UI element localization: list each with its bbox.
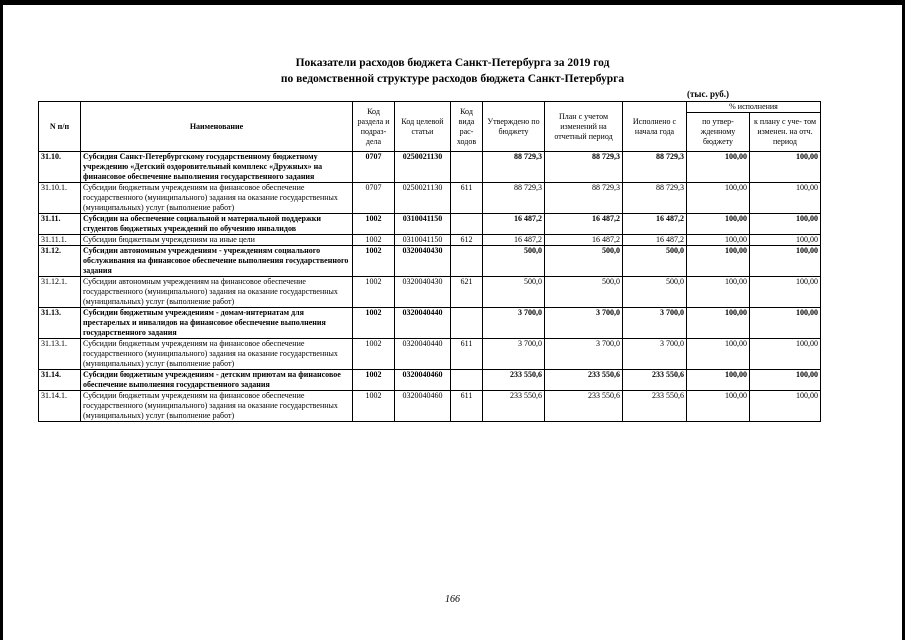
document-subtitle: по ведомственной структуре расходов бюджета Санкт-Петербурга [280, 73, 625, 85]
row-name: Субсидии бюджетным учреждениям - детским приютам на финансовое обеспечение выполнения государственного задания [81, 370, 353, 391]
row-executed: 88 729,3 [623, 152, 687, 183]
header-approved: Утверждено по бюджету [483, 102, 545, 152]
document-title: Показатели расходов бюджета Санкт-Петербурга за 2019 год [295, 57, 610, 69]
row-pct-plan: 100,00 [750, 214, 821, 235]
row-pct-plan: 100,00 [750, 370, 821, 391]
row-type-code: 621 [451, 277, 483, 308]
table-row [39, 246, 821, 277]
row-number: 31.14.1. [39, 391, 81, 422]
row-type-code: 612 [451, 235, 483, 246]
row-section-code: 1002 [353, 214, 395, 235]
row-section-code: 1002 [353, 339, 395, 370]
row-executed: 500,0 [623, 246, 687, 277]
row-name: Субсидии бюджетным учреждениям на финансовое обеспечение государственного (муниципального) задания на оказание государственных (муниципальных) услуг (выполнение работ) [81, 339, 353, 370]
header-pct-approved: по утвер- жденному бюджету [687, 113, 750, 152]
row-number: 31.11.1. [39, 235, 81, 246]
header-pct-plan: к плану с уче- том изменен. на отч. период [750, 113, 821, 152]
row-section-code: 1002 [353, 246, 395, 277]
row-executed: 500,0 [623, 277, 687, 308]
row-pct-approved: 100,00 [687, 391, 750, 422]
row-number: 31.12. [39, 246, 81, 277]
scan-border-left [0, 0, 3, 640]
row-plan: 3 700,0 [545, 308, 623, 339]
row-pct-approved: 100,00 [687, 152, 750, 183]
row-target-code: 0320040460 [395, 370, 451, 391]
table-row [39, 339, 821, 370]
row-approved: 16 487,2 [483, 214, 545, 235]
row-section-code: 1002 [353, 277, 395, 308]
row-pct-plan: 100,00 [750, 339, 821, 370]
row-type-code [451, 214, 483, 235]
row-approved: 3 700,0 [483, 339, 545, 370]
row-type-code: 611 [451, 339, 483, 370]
header-target-code: Код целевой статьи [395, 102, 451, 152]
row-target-code: 0250021130 [395, 183, 451, 214]
table-row [39, 183, 821, 214]
row-plan: 88 729,3 [545, 183, 623, 214]
row-type-code [451, 246, 483, 277]
row-plan: 16 487,2 [545, 235, 623, 246]
row-approved: 500,0 [483, 277, 545, 308]
row-plan: 233 550,6 [545, 370, 623, 391]
row-name: Субсидии на обеспечение социальной и материальной поддержки студентов бюджетных учреждений по обучению инвалидов [81, 214, 353, 235]
header-type-code: Код вида рас- ходов [451, 102, 483, 152]
row-pct-plan: 100,00 [750, 235, 821, 246]
budget-table [38, 101, 821, 422]
row-name: Субсидии автономным учреждениям на финансовое обеспечение государственного (муниципального) задания на оказание государственных (муниципальных) услуг (выполнение работ) [81, 277, 353, 308]
row-pct-plan: 100,00 [750, 277, 821, 308]
table-row [39, 308, 821, 339]
header-plan: План с учетом изменений на отчетный период [545, 102, 623, 152]
row-target-code: 0320040440 [395, 339, 451, 370]
row-name: Субсидия Санкт-Петербургскому государственному бюджетному учреждению «Детский оздоровительный комплекс «Дружных» на финансовое обеспечение выполнения государственного задания [81, 152, 353, 183]
row-pct-approved: 100,00 [687, 183, 750, 214]
row-approved: 3 700,0 [483, 308, 545, 339]
table-row [39, 277, 821, 308]
row-pct-plan: 100,00 [750, 183, 821, 214]
page-number: 166 [445, 594, 460, 605]
header-name: Наименование [81, 102, 353, 152]
scan-border-top [0, 0, 905, 5]
row-pct-approved: 100,00 [687, 277, 750, 308]
row-executed: 233 550,6 [623, 370, 687, 391]
row-section-code: 0707 [353, 183, 395, 214]
row-approved: 500,0 [483, 246, 545, 277]
row-approved: 88 729,3 [483, 183, 545, 214]
row-pct-approved: 100,00 [687, 246, 750, 277]
table-row [39, 235, 821, 246]
row-type-code: 611 [451, 183, 483, 214]
row-number: 31.10. [39, 152, 81, 183]
row-plan: 500,0 [545, 246, 623, 277]
row-type-code [451, 308, 483, 339]
row-plan: 16 487,2 [545, 214, 623, 235]
row-plan: 3 700,0 [545, 339, 623, 370]
row-executed: 88 729,3 [623, 183, 687, 214]
header-executed: Исполнено с начала года [623, 102, 687, 152]
row-pct-plan: 100,00 [750, 391, 821, 422]
row-number: 31.10.1. [39, 183, 81, 214]
row-pct-approved: 100,00 [687, 370, 750, 391]
row-number: 31.12.1. [39, 277, 81, 308]
row-executed: 3 700,0 [623, 339, 687, 370]
row-plan: 88 729,3 [545, 152, 623, 183]
table-row [39, 370, 821, 391]
row-executed: 233 550,6 [623, 391, 687, 422]
row-pct-approved: 100,00 [687, 308, 750, 339]
row-name: Субсидии бюджетным учреждениям на финансовое обеспечение государственного (муниципального) задания на оказание государственных (муниципальных) услуг (выполнение работ) [81, 183, 353, 214]
row-approved: 233 550,6 [483, 391, 545, 422]
row-pct-plan: 100,00 [750, 152, 821, 183]
row-type-code [451, 370, 483, 391]
table-row [39, 391, 821, 422]
header-percent-group: % исполнения [687, 102, 821, 113]
row-pct-plan: 100,00 [750, 308, 821, 339]
row-pct-approved: 100,00 [687, 235, 750, 246]
table-row [39, 214, 821, 235]
row-approved: 233 550,6 [483, 370, 545, 391]
row-pct-approved: 100,00 [687, 339, 750, 370]
row-section-code: 1002 [353, 235, 395, 246]
row-executed: 3 700,0 [623, 308, 687, 339]
row-name: Субсидии автономным учреждениям - учреждениям социального обслуживания на финансовое обеспечение выполнения государственного задания [81, 246, 353, 277]
row-name: Субсидии бюджетным учреждениям на иные цели [81, 235, 353, 246]
row-approved: 88 729,3 [483, 152, 545, 183]
row-executed: 16 487,2 [623, 214, 687, 235]
row-section-code: 0707 [353, 152, 395, 183]
row-number: 31.11. [39, 214, 81, 235]
row-target-code: 0320040430 [395, 246, 451, 277]
row-number: 31.14. [39, 370, 81, 391]
row-number: 31.13.1. [39, 339, 81, 370]
header-num: N п/п [39, 102, 81, 152]
row-section-code: 1002 [353, 370, 395, 391]
row-name: Субсидии бюджетным учреждениям - домам-интернатам для престарелых и инвалидов на финансовое обеспечение выполнения государственного задания [81, 308, 353, 339]
table-body [39, 152, 821, 422]
row-plan: 500,0 [545, 277, 623, 308]
row-section-code: 1002 [353, 391, 395, 422]
row-pct-approved: 100,00 [687, 214, 750, 235]
row-number: 31.13. [39, 308, 81, 339]
row-pct-plan: 100,00 [750, 246, 821, 277]
header-section-code: Код раздела и подраз- дела [353, 102, 395, 152]
row-plan: 233 550,6 [545, 391, 623, 422]
row-type-code: 611 [451, 391, 483, 422]
table-row [39, 152, 821, 183]
row-target-code: 0320040440 [395, 308, 451, 339]
units-label: (тыс. руб.) [687, 89, 729, 99]
row-executed: 16 487,2 [623, 235, 687, 246]
row-target-code: 0310041150 [395, 235, 451, 246]
row-target-code: 0250021130 [395, 152, 451, 183]
row-type-code [451, 152, 483, 183]
row-approved: 16 487,2 [483, 235, 545, 246]
row-name: Субсидии бюджетным учреждениям на финансовое обеспечение государственного (муниципального) задания на оказание государственных (муниципальных) услуг (выполнение работ) [81, 391, 353, 422]
row-target-code: 0310041150 [395, 214, 451, 235]
row-section-code: 1002 [353, 308, 395, 339]
row-target-code: 0320040460 [395, 391, 451, 422]
row-target-code: 0320040430 [395, 277, 451, 308]
